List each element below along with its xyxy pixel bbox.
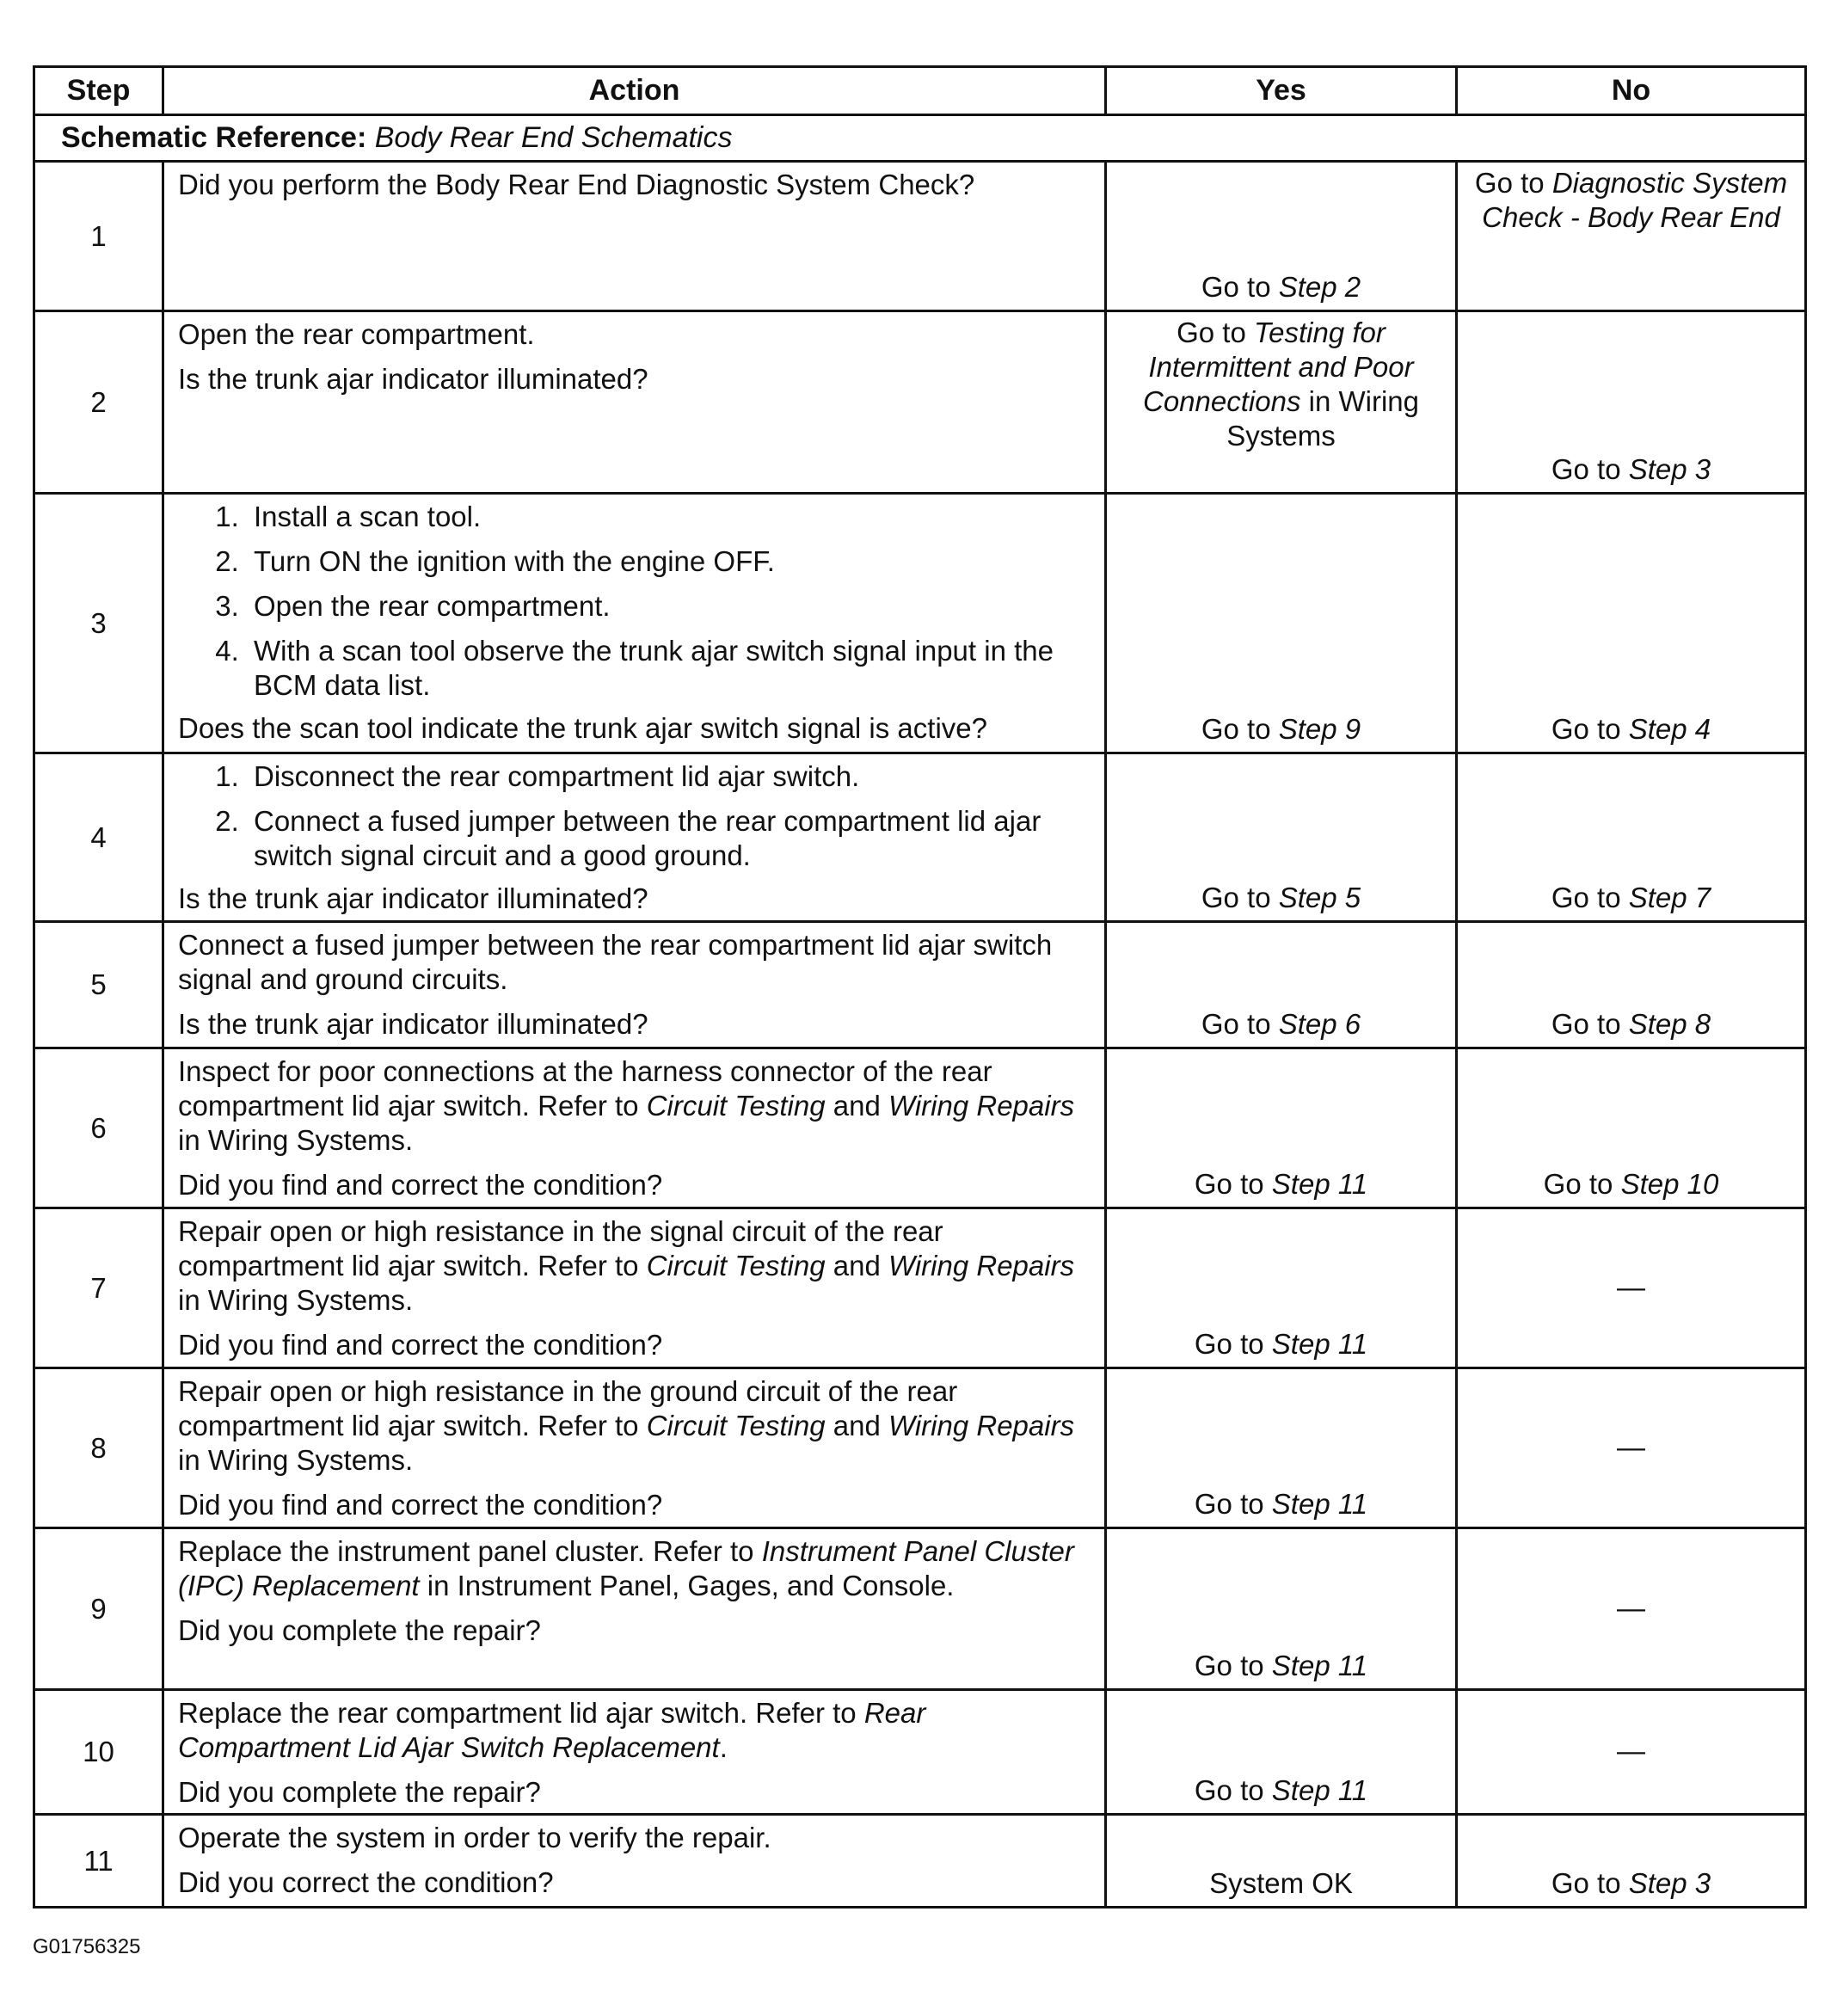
step-number: 1 [34,162,163,311]
header-action: Action [163,67,1106,115]
step-number: 4 [34,753,163,922]
no-result [1457,753,1806,922]
action-cell [163,1690,1106,1815]
action-text: Repair open or high resistance in the signal circuit of the rear compartment lid ajar switch. Refer to [178,1215,943,1282]
reference-link[interactable]: Wiring Repairs [888,1090,1075,1122]
table-row [34,311,1806,494]
no-result [1457,1368,1806,1528]
yes-link[interactable]: Step 11 [1271,1328,1368,1360]
schematic-reference [34,115,1806,162]
no-link[interactable]: Step 3 [1628,1867,1711,1899]
action-text: Did you complete the repair? [178,1776,541,1808]
action-cell [163,1368,1106,1528]
diagnostic-table [33,65,1807,1908]
header-step: Step [34,67,163,115]
yes-link[interactable]: Step 2 [1278,271,1361,303]
step-number: 6 [34,1048,163,1208]
reference-link[interactable]: Wiring Repairs [888,1410,1075,1441]
no-text: — [1617,1270,1645,1303]
no-result [1457,1208,1806,1368]
no-result [1457,162,1806,311]
reference-link[interactable]: Circuit Testing [646,1250,826,1282]
action-instruction [178,1054,1092,1158]
action-step: 2. Connect a fused jumper between the rear compartment lid ajar switch signal circuit and a good ground. [247,804,1092,873]
action-text: Did you complete the repair? [178,1614,541,1646]
no-text: Go to [1551,453,1629,485]
table-row [34,753,1806,922]
action-text: Did you find and correct the condition? [178,1169,663,1201]
action-text: . [719,1731,728,1763]
yes-link[interactable]: Step 5 [1278,882,1361,913]
yes-result [1106,1815,1457,1908]
action-text: in Instrument Panel, Gages, and Console. [419,1570,955,1601]
step-number: 8 [34,1368,163,1528]
yes-result [1106,311,1457,494]
action-text: Open the rear compartment. [178,318,535,350]
action-text: in Wiring Systems. [178,1124,414,1156]
yes-result [1106,1368,1457,1528]
action-text: Did you find and correct the condition? [178,1329,663,1361]
schematic-reference-label: Schematic Reference: [61,121,367,154]
no-text: Go to [1551,1867,1629,1899]
step-number: 11 [34,1815,163,1908]
yes-text: Go to [1194,1774,1272,1806]
yes-result [1106,1048,1457,1208]
table-row [34,922,1806,1048]
table-row [34,494,1806,753]
action-text: Repair open or high resistance in the ground circuit of the rear compartment lid ajar switch. Refer to [178,1375,958,1441]
table-row [34,1528,1806,1690]
action-cell [163,1208,1106,1368]
action-cell [163,922,1106,1048]
action-cell [163,1048,1106,1208]
no-link[interactable]: Step 8 [1628,1008,1711,1040]
no-result [1457,494,1806,753]
yes-link[interactable]: Step 6 [1278,1008,1361,1040]
step-number: 9 [34,1528,163,1690]
yes-result [1106,1528,1457,1690]
action-text: in Wiring Systems. [178,1284,414,1316]
no-result [1457,1048,1806,1208]
yes-link[interactable]: Testing for Intermittent and Poor Connections [1143,317,1414,417]
action-text: Is the trunk ajar indicator illuminated? [178,363,648,395]
reference-link[interactable]: Circuit Testing [646,1090,826,1122]
no-text: Go to [1551,882,1629,913]
table-row [34,1048,1806,1208]
no-text: — [1617,1591,1645,1624]
yes-text: System OK [1209,1867,1353,1899]
action-text: Replace the instrument panel cluster. Refer to [178,1535,762,1567]
action-cell [163,162,1106,311]
action-steps-list [178,500,1092,703]
step-number: 10 [34,1690,163,1815]
no-text: — [1617,1430,1645,1463]
header-row [34,67,1806,115]
action-step: 1. Disconnect the rear compartment lid ajar switch. [247,759,1092,794]
yes-result [1106,494,1457,753]
no-text: Go to [1543,1168,1621,1200]
action-text: and [825,1410,888,1441]
action-text: in Wiring Systems. [178,1444,414,1476]
reference-link[interactable]: Rear Compartment Lid Ajar Switch Replacement [178,1697,926,1763]
yes-link[interactable]: Step 11 [1271,1774,1368,1806]
action-instruction [178,1534,1092,1603]
action-text: and [825,1250,888,1282]
action-cell [163,1815,1106,1908]
yes-text: Go to [1201,1008,1279,1040]
step-number: 7 [34,1208,163,1368]
step-number: 3 [34,494,163,753]
action-text: Replace the rear compartment lid ajar switch. Refer to [178,1697,864,1729]
table-row [34,1368,1806,1528]
action-cell [163,494,1106,753]
no-text: Go to [1474,167,1552,199]
header-no: No [1457,67,1806,115]
table-row [34,1208,1806,1368]
step-number: 2 [34,311,163,494]
no-text: Go to [1551,713,1629,745]
action-instruction [178,1696,1092,1765]
no-link[interactable]: Step 7 [1628,882,1711,913]
no-link[interactable]: Step 4 [1628,713,1711,745]
action-cell [163,311,1106,494]
action-text: Operate the system in order to verify the repair. [178,1822,771,1853]
no-link[interactable]: Diagnostic System Check - Body Rear End [1482,167,1788,233]
action-text: Is the trunk ajar indicator illuminated? [178,882,648,914]
header-yes: Yes [1106,67,1457,115]
yes-text: Go to [1194,1328,1272,1360]
table-row [34,162,1806,311]
table-row [34,1815,1806,1908]
no-link[interactable]: Step 10 [1620,1168,1719,1200]
action-cell [163,1528,1106,1690]
yes-link[interactable]: Step 11 [1271,1650,1368,1681]
action-instruction [178,1214,1092,1318]
no-result [1457,311,1806,494]
yes-text: Go to [1194,1168,1272,1200]
no-result [1457,922,1806,1048]
yes-link[interactable]: Step 11 [1271,1488,1368,1520]
yes-result [1106,1690,1457,1815]
action-text: Did you find and correct the condition? [178,1489,663,1521]
yes-text: Go to [1201,713,1279,745]
action-text: Does the scan tool indicate the trunk ajar switch signal is active? [178,712,987,744]
no-text: — [1617,1735,1645,1767]
yes-text: Go to [1201,882,1279,913]
action-text: Did you perform the Body Rear End Diagnostic System Check? [178,169,975,200]
yes-text: Go to [1201,271,1279,303]
action-instruction [178,1374,1092,1478]
no-link[interactable]: Step 3 [1628,453,1711,485]
action-step: 3. Open the rear compartment. [247,589,1092,624]
action-text: Connect a fused jumper between the rear compartment lid ajar switch signal and ground circuits. [178,929,1053,995]
action-text: and [825,1090,888,1122]
yes-text: Go to [1194,1488,1272,1520]
no-result [1457,1815,1806,1908]
yes-result [1106,922,1457,1048]
action-step: 2. Turn ON the ignition with the engine OFF. [247,544,1092,579]
yes-text: Go to [1177,317,1254,348]
reference-link[interactable]: Circuit Testing [646,1410,826,1441]
yes-result [1106,162,1457,311]
yes-link[interactable]: Step 11 [1271,1168,1368,1200]
yes-link[interactable]: Step 9 [1278,713,1361,745]
action-text: Inspect for poor connections at the harness connector of the rear compartment lid ajar switch. Refer to [178,1055,992,1122]
step-number: 5 [34,922,163,1048]
schematic-reference-link[interactable]: Body Rear End Schematics [374,121,733,154]
action-steps-list [178,759,1092,873]
action-step: 1. Install a scan tool. [247,500,1092,534]
reference-link[interactable]: Instrument Panel Cluster (IPC) Replacement [178,1535,1074,1601]
yes-result [1106,1208,1457,1368]
action-text: Is the trunk ajar indicator illuminated? [178,1008,648,1040]
no-result [1457,1528,1806,1690]
action-cell [163,753,1106,922]
yes-text: Go to [1194,1650,1272,1681]
no-text: Go to [1551,1008,1629,1040]
action-step: 4. With a scan tool observe the trunk ajar switch signal input in the BCM data list. [247,634,1092,703]
reference-link[interactable]: Wiring Repairs [888,1250,1075,1282]
action-text: Did you correct the condition? [178,1866,554,1898]
no-result [1457,1690,1806,1815]
yes-text-suffix: in Wiring Systems [1226,385,1419,452]
figure-id: G01756325 [33,1935,141,1958]
schematic-reference-row [34,115,1806,162]
table-row [34,1690,1806,1815]
yes-result [1106,753,1457,922]
